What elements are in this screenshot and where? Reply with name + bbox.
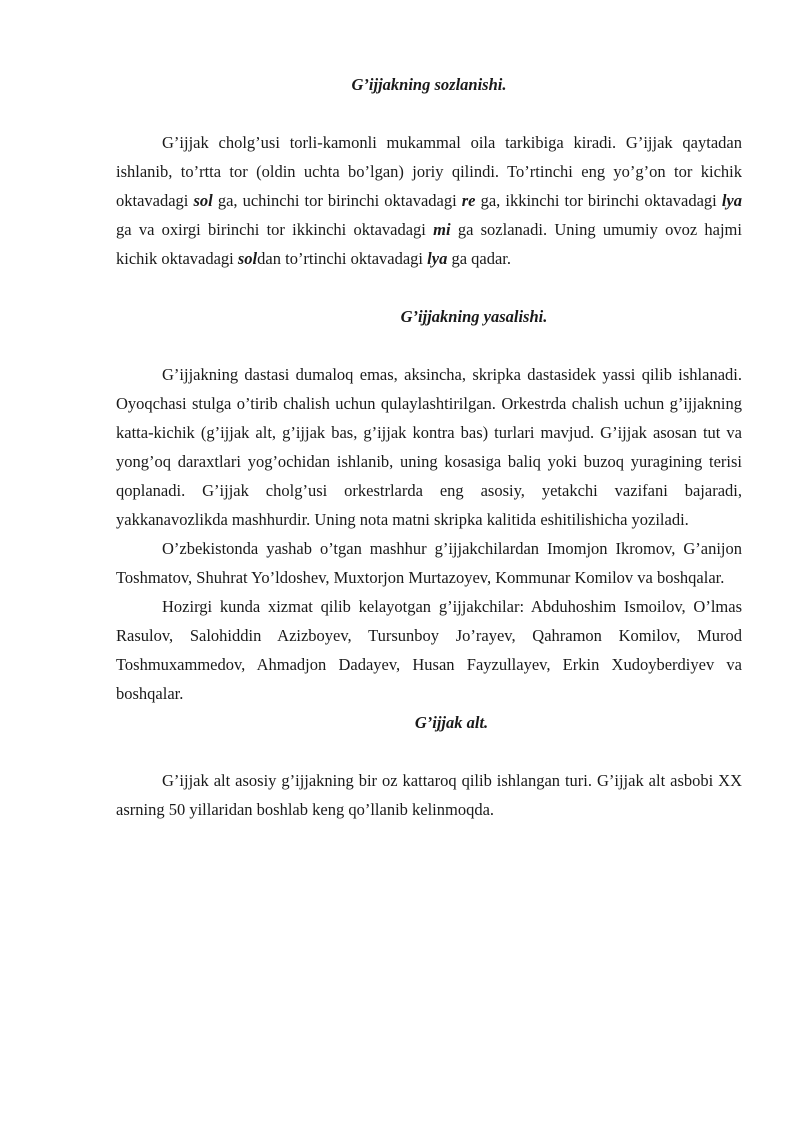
note-sol: sol bbox=[193, 191, 213, 210]
heading-tuning: G’ijjakning sozlanishi. bbox=[351, 75, 507, 94]
note-lya: lya bbox=[427, 249, 448, 268]
paragraph-alt: G’ijjak alt asosiy g’ijjakning bir oz kattaroq qilib ishlangan turi. G’ijjak alt asbobi XX asrning 50 yillaridan boshlab keng qo’llanib kelinmoqda. bbox=[116, 771, 742, 819]
spacer bbox=[116, 737, 742, 766]
heading-alt: G’ijjak alt. bbox=[414, 713, 489, 732]
paragraph-current-players: Hozirgi kunda xizmat qilib kelayotgan g’ijjakchilar: Abduhoshim Ismoilov, O’lmas Rasulov, Salohiddin Azizboyev, Tursunboy Jo’rayev, Qahramon Komilov, Murod Toshmuxammedov, Ahmadjon Dadayev, Husan Fayzullayev, Erkin Xudoyberdiyev va boshqalar. bbox=[116, 597, 742, 703]
note-lya: lya bbox=[721, 191, 742, 210]
text-run: ga va oxirgi birinchi tor ikkinchi oktavadagi bbox=[116, 220, 434, 239]
text-run: ga sozlanadi. Uning umumiy ovoz hajmi kichik oktavadagi bbox=[116, 220, 742, 268]
heading-construction: G’ijjakning yasalishi. bbox=[400, 307, 548, 326]
spacer bbox=[116, 331, 742, 360]
text-run: dan to’rtinchi oktavadagi bbox=[257, 249, 428, 268]
document-page bbox=[116, 70, 742, 824]
note-re: re bbox=[461, 191, 476, 210]
paragraph-famous-players: O’zbekistonda yashab o’tgan mashhur g’ijjakchilardan Imomjon Ikromov, G’anijon Toshmatov, Shuhrat Yo’ldoshev, Muxtorjon Murtazoyev, Kommunar Komilov va boshqalar. bbox=[116, 539, 742, 587]
spacer bbox=[116, 273, 742, 302]
note-mi: mi bbox=[433, 220, 451, 239]
spacer bbox=[116, 99, 742, 128]
note-sol: sol bbox=[237, 249, 258, 268]
text-run: ga qadar. bbox=[447, 249, 512, 268]
paragraph-tuning bbox=[116, 128, 742, 273]
text-run: G’ijjak cholg’usi torli-kamonli mukammal oila tarkibiga kiradi. G’ijjak qaytadan ishlanib, to’rtta tor (oldin uchta bo’lgan) joriy qilindi. To’rtinchi eng yo’g’on tor kichik oktavadagi bbox=[116, 133, 742, 210]
text-run: ga, ikkinchi tor birinchi oktavadagi bbox=[475, 191, 722, 210]
paragraph-construction: G’ijjakning dastasi dumaloq emas, aksincha, skripka dastasidek yassi qilib ishlanadi. Oyoqchasi stulga o’tirib chalish uchun qulaylashtirilgan. Orkestrda chalish uchun g’ijjakning katta-kichik (g’ijjak alt, g’ijjak bas, g’ijjak kontra bas) turlari mavjud. G’ijjak asosan tut va yong’oq daraxtlari yog’ochidan ishlanib, uning kosasiga baliq yoki buzoq yuragining terisi qoplanadi. G’ijjak cholg’usi orkestrlarda eng asosiy, yetakchi vazifani bajaradi, yakkanavozlikda mashhurdir. Uning nota matni skripka kalitida eshitilishicha yoziladi. bbox=[116, 365, 742, 529]
text-run: ga, uchinchi tor birinchi oktavadagi bbox=[212, 191, 462, 210]
